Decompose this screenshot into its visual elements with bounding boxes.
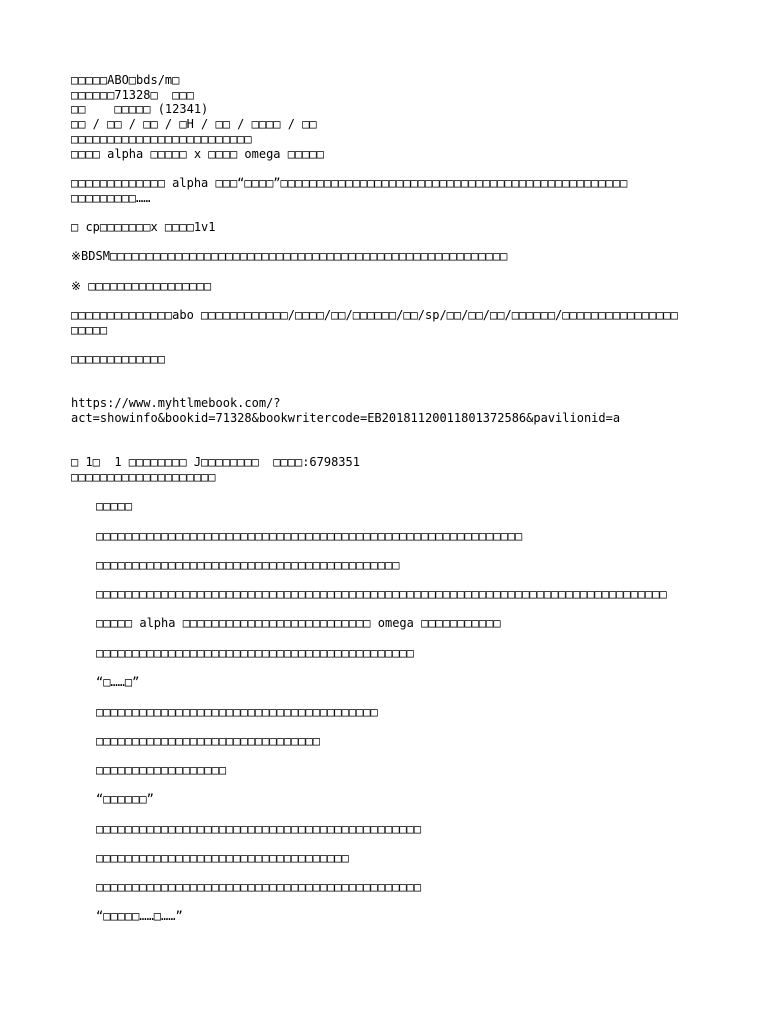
chapter-paragraph: □□□□□□□□□□□□□□□□□□□□□□□□□□□□□□□□□□□□□□□□□□□□□ — [96, 822, 422, 836]
chapter-paragraph: □□□□□□□□□□□□□□□□□□□□□□□□□□□□□□□□□□□□□□□□□□□□ — [96, 646, 414, 660]
chapter-paragraph: □□□□□□□□□□□□□□□□□□□□□□□□□□□□□□□□□□□ — [96, 851, 349, 865]
chapter-paragraph: “□□□□□□” — [96, 792, 154, 806]
tags-line: □□ / □□ / □□ / □H / □□ / □□□□ / □□ — [71, 117, 317, 131]
chapter-subheading: □□□□□□□□□□□□□□□□□□□□ — [71, 470, 216, 484]
bdsm-note: ※BDSM□□□□□□□□□□□□□□□□□□□□□□□□□□□□□□□□□□□□□□□□□□□□□□□□□□□□□□□ — [71, 249, 508, 263]
summary-line-continued: □□□□□□□□□…… — [71, 191, 151, 205]
abo-note: □□□□□□□□□□□□□□abo □□□□□□□□□□□□/□□□□/□□/□□□□□□/□□/sp/□□/□□/□□/□□□□□□/□□□□□□□□□□□□□□□□ — [71, 308, 678, 322]
book-id-line: □□□□□□71328□ □□□ — [71, 88, 194, 102]
book-url-line1[interactable]: https://www.myhtlmebook.com/? — [71, 396, 281, 410]
summary-line: □□□□□□□□□□□□□ alpha □□□“□□□□”□□□□□□□□□□□□□□□□□□□□□□□□□□□□□□□□□□□□□□□□□□□□□□□□ — [71, 176, 628, 190]
pairing-line: □□□□ alpha □□□□□ x □□□□ omega □□□□□ — [71, 147, 324, 161]
chapter-paragraph: □□□□□□□□□□□□□□□□□□□□□□□□□□□□□□□ — [96, 734, 320, 748]
cp-note: □ cp□□□□□□□x □□□□1v1 — [71, 220, 216, 234]
chapter-paragraph: “□□□□□……□……” — [96, 909, 183, 923]
chapter-paragraph: □□□□□□□□□□□□□□□□□□□□□□□□□□□□□□□□□□□□□□□□□□□□□□□□□□□□□□□□□□□□□□□□□□□□□□□□□□□□□□□ — [96, 587, 667, 601]
chapter-paragraph: □□□□□□□□□□□□□□□□□□□□□□□□□□□□□□□□□□□□□□□□□□ — [96, 558, 400, 572]
abo-note-continued: □□□□□ — [71, 323, 108, 337]
chapter-heading: □ 1□ 1 □□□□□□□□ J□□□□□□□□ □□□□:6798351 — [71, 455, 360, 469]
chapter-paragraph: □□□□□ — [96, 499, 133, 513]
book-title-line: □□□□□ABO□bds/m□ — [71, 73, 180, 87]
chapter-paragraph: “□……□” — [96, 675, 140, 689]
chapter-paragraph: □□□□□□□□□□□□□□□□□□□□□□□□□□□□□□□□□□□□□□□□□□□□□□□□□□□□□□□□□□□ — [96, 529, 523, 543]
chapter-paragraph: □□□□□ alpha □□□□□□□□□□□□□□□□□□□□□□□□□□ omega □□□□□□□□□□□ — [96, 616, 501, 630]
chapter-paragraph: □□□□□□□□□□□□□□□□□□□□□□□□□□□□□□□□□□□□□□□ — [96, 705, 378, 719]
divider-line: □□□□□□□□□□□□□□□□□□□□□□□□□ — [71, 132, 252, 146]
word-count-line: □□ □□□□□ (12341) — [71, 102, 209, 116]
warning-note: ※ □□□□□□□□□□□□□□□□□ — [71, 279, 212, 293]
chapter-paragraph: □□□□□□□□□□□□□□□□□□ — [96, 763, 227, 777]
closing-note: □□□□□□□□□□□□□ — [71, 352, 165, 366]
chapter-paragraph: □□□□□□□□□□□□□□□□□□□□□□□□□□□□□□□□□□□□□□□□□□□□□ — [96, 880, 422, 894]
book-url-line2[interactable]: act=showinfo&bookid=71328&bookwritercode=EB20181120011801372586&pavilionid=a — [71, 411, 621, 425]
